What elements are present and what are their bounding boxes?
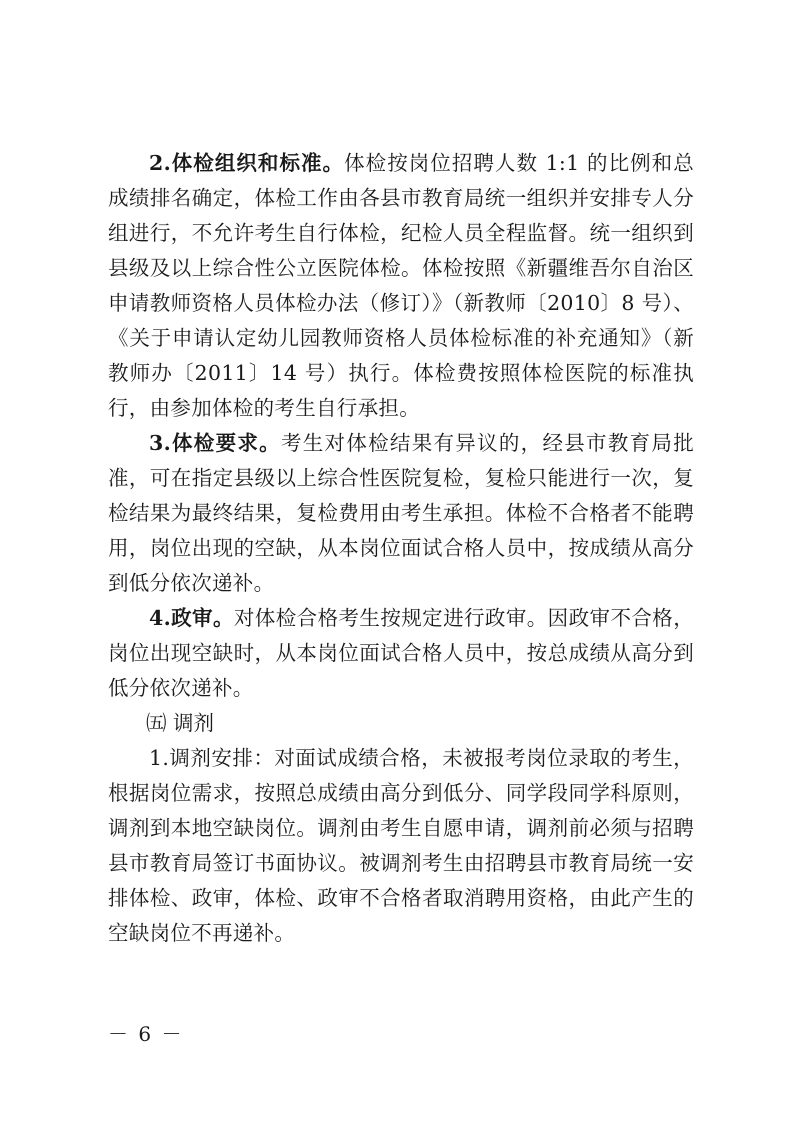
- paragraph-text: 考生对体检结果有异议的，经县市教育局批准，可在指定县级以上综合性医院复检，复检只能进行一次，复检结果为最终结果，复检费用由考生承担。体检不合格者不能聘用，岗位出现的空缺，从本岗位面试合格人员中，按成绩从高分到低分依次递补。: [108, 431, 694, 595]
- paragraph-text: 对体检合格考生按规定进行政审。因政审不合格，岗位出现空缺时，从本岗位面试合格人员中，按总成绩从高分到低分依次递补。: [108, 606, 694, 700]
- section-heading-adjustment: ㈤ 调剂: [146, 711, 215, 735]
- page-number: － 6 －: [108, 1022, 184, 1046]
- paragraph-political-review: [108, 601, 694, 706]
- paragraph-heading: 3.体检要求。: [149, 431, 281, 455]
- paragraph-heading: 2.体检组织和标准。: [149, 151, 345, 175]
- paragraph-text: 体检按岗位招聘人数 1:1 的比例和总成绩排名确定，体检工作由各县市教育局统一组织并安排专人分组进行，不允许考生自行体检，纪检人员全程监督。统一组织到县级及以上综合性公立医院体检。体检按照《新疆维吾尔自治区申请教师资格人员体检办法（修订）》（新教师〔2010〕8 号）、《关于申请认定幼儿园教师资格人员体检标准的补充通知》（新教师办〔2011〕14 号）执行。体检费按照体检医院的标准执行，由参加体检的考生自行承担。: [108, 151, 694, 420]
- paragraph-heading: 4.政审。: [149, 606, 234, 630]
- paragraph-exam-requirements: [108, 426, 694, 601]
- paragraph-adjustment-arrangement: 1.调剂安排：对面试成绩合格，未被报考岗位录取的考生，根据岗位需求，按照总成绩由高分到低分、同学段同学科原则，调剂到本地空缺岗位。调剂由考生自愿申请，调剂前必须与招聘县市教育局签订书面协议。被调剂考生由招聘县市教育局统一安排体检、政审，体检、政审不合格者取消聘用资格，由此产生的空缺岗位不再递补。: [108, 746, 694, 945]
- paragraph-exam-organization: [108, 146, 694, 426]
- body-text: [108, 146, 694, 951]
